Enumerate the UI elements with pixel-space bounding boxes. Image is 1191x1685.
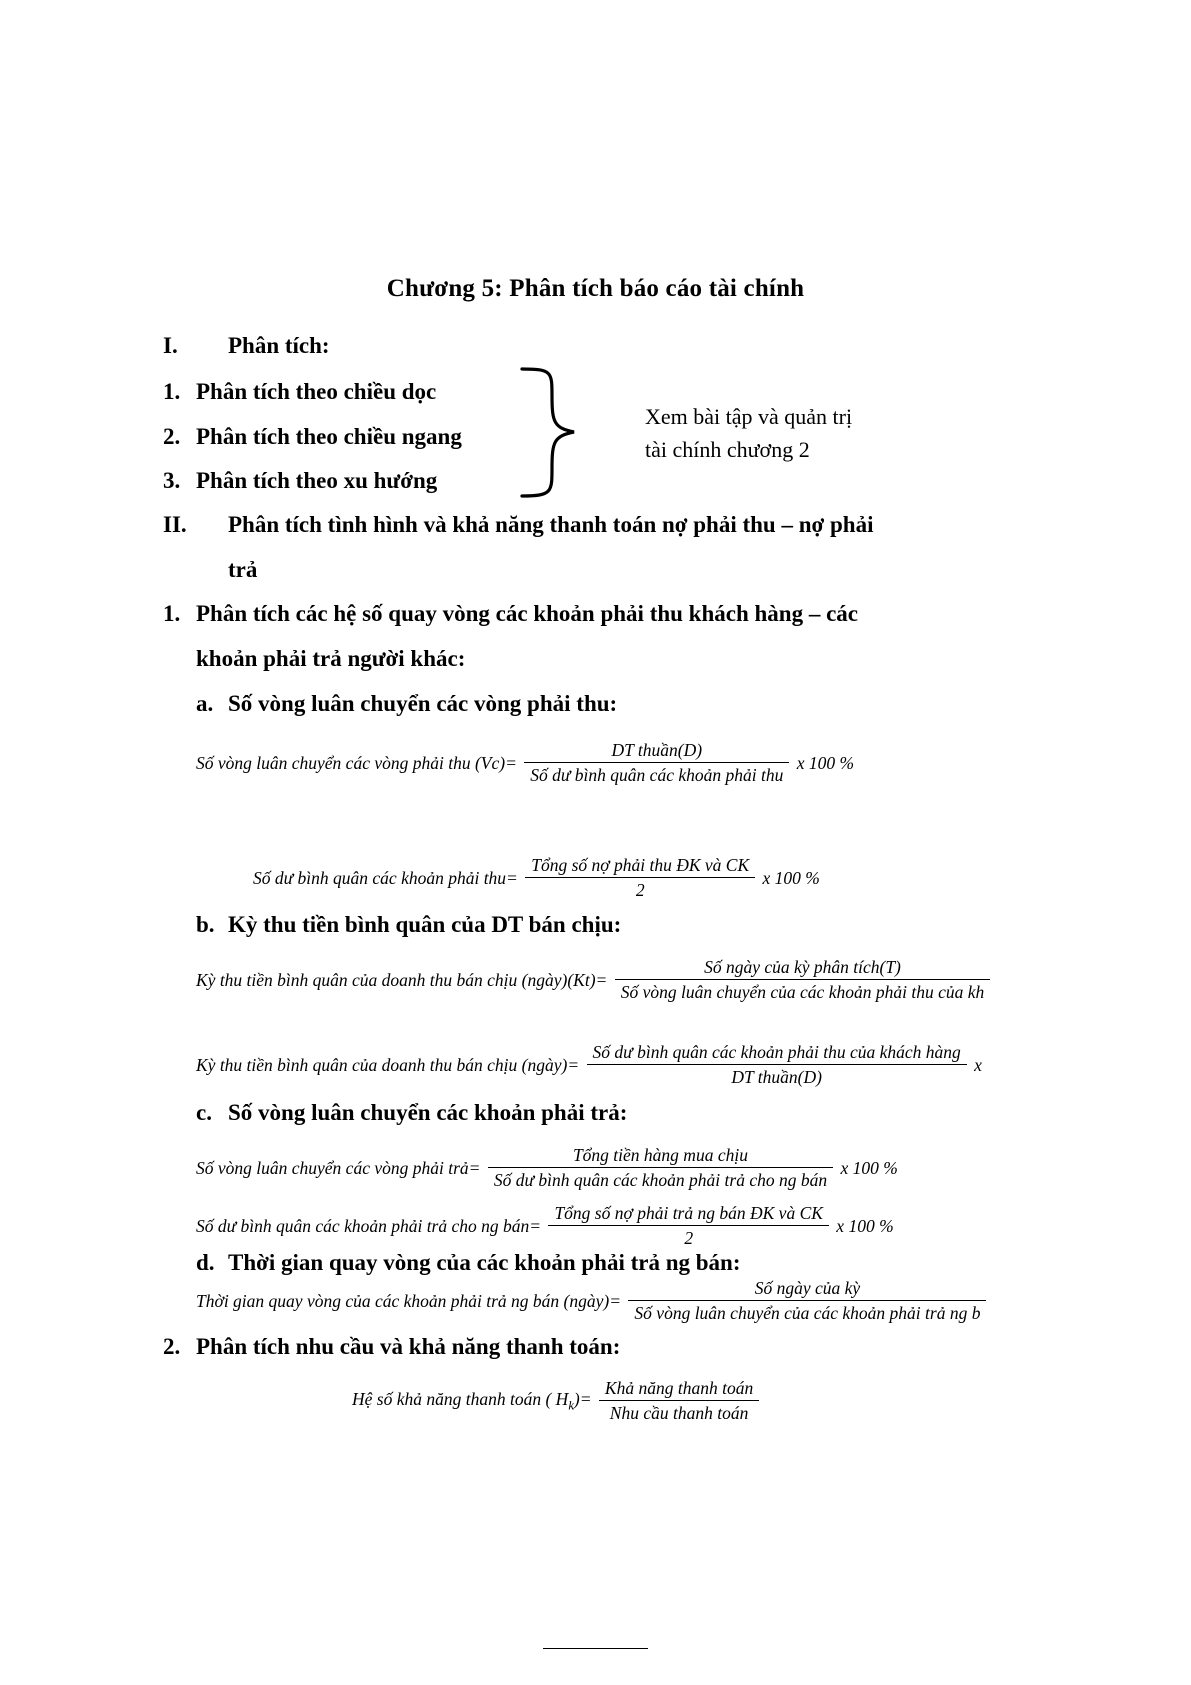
formula-4 bbox=[196, 1042, 982, 1088]
footer-divider bbox=[543, 1648, 648, 1649]
list-item-2-number: 2. bbox=[163, 424, 181, 449]
formula-6-lead: Số dư bình quân các khoản phải trả cho ng bán= bbox=[196, 1215, 542, 1236]
section-2-item-1-line-1: Phân tích các hệ số quay vòng các khoản phải thu khách hàng – các bbox=[196, 601, 859, 626]
sub-item-b-label: b. bbox=[196, 912, 215, 937]
list-item-1-text: Phân tích theo chiều dọc bbox=[196, 379, 437, 404]
section-1-label: I. bbox=[163, 333, 178, 358]
brace-note-line-2: tài chính chương 2 bbox=[645, 437, 810, 462]
formula-3 bbox=[196, 957, 998, 1003]
section-2-item-2-text: Phân tích nhu cầu và khả năng thanh toán: bbox=[196, 1334, 621, 1359]
formula-2 bbox=[253, 855, 820, 901]
formula-2-fraction bbox=[525, 855, 755, 901]
sub-item-a-label: a. bbox=[196, 691, 214, 716]
sub-item-c-title: Số vòng luân chuyển các khoản phải trả: bbox=[228, 1100, 628, 1125]
list-item-3-number: 3. bbox=[163, 468, 181, 493]
brace-note-line-1: Xem bài tập và quản trị bbox=[645, 404, 853, 429]
formula-6-fraction bbox=[548, 1203, 828, 1249]
formula-7-fraction bbox=[628, 1278, 986, 1324]
formula-4-lead: Kỳ thu tiền bình quân của doanh thu bán chịu (ngày)= bbox=[196, 1054, 580, 1075]
formula-4-tail: x bbox=[974, 1054, 982, 1075]
formula-6 bbox=[196, 1203, 894, 1249]
formula-8 bbox=[352, 1378, 762, 1424]
sub-item-a-title: Số vòng luân chuyển các vòng phải thu: bbox=[228, 691, 618, 716]
brace-note bbox=[645, 400, 852, 466]
formula-3-denominator: Số vòng luân chuyển của các khoản phải thu của kh bbox=[620, 982, 985, 1002]
formula-1 bbox=[196, 740, 854, 786]
formula-7-denominator: Số vòng luân chuyển của các khoản phải trả ng b bbox=[634, 1303, 981, 1323]
formula-8-lead-end: )= bbox=[573, 1388, 592, 1409]
formula-8-denominator: Nhu cầu thanh toán bbox=[609, 1403, 749, 1423]
formula-8-fraction bbox=[599, 1378, 759, 1424]
list-item-1-number: 1. bbox=[163, 379, 181, 404]
formula-1-denominator: Số dư bình quân các khoản phải thu bbox=[530, 765, 784, 785]
sub-item-b-title: Kỳ thu tiền bình quân của DT bán chịu: bbox=[228, 912, 622, 937]
sub-item-d-label: d. bbox=[196, 1250, 215, 1275]
section-2-item-2-number: 2. bbox=[163, 1334, 181, 1359]
formula-8-lead bbox=[352, 1389, 592, 1414]
curly-brace bbox=[512, 366, 592, 506]
sub-item-c-label: c. bbox=[196, 1100, 212, 1125]
formula-6-denominator: 2 bbox=[684, 1228, 694, 1248]
section-2-label: II. bbox=[163, 512, 187, 537]
formula-4-numerator: Số dư bình quân các khoản phải thu của khách hàng bbox=[587, 1042, 967, 1065]
sub-item-d-title: Thời gian quay vòng của các khoản phải trả ng bán: bbox=[228, 1250, 741, 1275]
formula-6-numerator: Tổng số nợ phải trả ng bán ĐK và CK bbox=[548, 1203, 828, 1226]
formula-3-numerator: Số ngày của kỳ phân tích(T) bbox=[615, 957, 991, 980]
formula-1-lead: Số vòng luân chuyển các vòng phải thu (Vc)= bbox=[196, 752, 517, 773]
formula-4-denominator: DT thuần(D) bbox=[731, 1067, 822, 1087]
formula-4-fraction bbox=[587, 1042, 967, 1088]
formula-5-lead: Số vòng luân chuyển các vòng phải trả= bbox=[196, 1157, 481, 1178]
list-item-3-text: Phân tích theo xu hướng bbox=[196, 468, 438, 493]
formula-8-subscript: k bbox=[568, 1398, 574, 1413]
formula-7 bbox=[196, 1278, 994, 1324]
section-2-title-line-2: trả bbox=[228, 557, 258, 582]
formula-3-lead: Kỳ thu tiền bình quân của doanh thu bán chịu (ngày)(Kt)= bbox=[196, 969, 608, 990]
formula-2-denominator: 2 bbox=[635, 880, 645, 900]
formula-8-lead-text: Hệ số khả năng thanh toán ( H bbox=[352, 1388, 569, 1409]
formula-1-numerator: DT thuần(D) bbox=[524, 740, 789, 763]
section-1-title: Phân tích: bbox=[228, 333, 330, 358]
section-2-item-1-number: 1. bbox=[163, 601, 181, 626]
formula-6-tail: x 100 % bbox=[836, 1215, 894, 1236]
section-2-title-line-1: Phân tích tình hình và khả năng thanh toán nợ phải thu – nợ phải bbox=[228, 512, 874, 537]
list-item-2-text: Phân tích theo chiều ngang bbox=[196, 424, 462, 449]
page-title: Chương 5: Phân tích báo cáo tài chính bbox=[386, 275, 805, 302]
formula-2-tail: x 100 % bbox=[762, 867, 820, 888]
formula-5-numerator: Tổng tiền hàng mua chịu bbox=[488, 1145, 833, 1168]
formula-3-fraction bbox=[615, 957, 991, 1003]
formula-5-denominator: Số dư bình quân các khoản phải trả cho ng bán bbox=[493, 1170, 828, 1190]
section-2-item-1-line-2: khoản phải trả người khác: bbox=[196, 646, 466, 671]
formula-2-numerator: Tổng số nợ phải thu ĐK và CK bbox=[525, 855, 755, 878]
formula-8-numerator: Khả năng thanh toán bbox=[599, 1378, 759, 1401]
formula-7-numerator: Số ngày của kỳ bbox=[628, 1278, 986, 1301]
formula-5 bbox=[196, 1145, 898, 1191]
formula-1-tail: x 100 % bbox=[796, 752, 855, 773]
formula-5-fraction bbox=[488, 1145, 833, 1191]
formula-5-tail: x 100 % bbox=[840, 1157, 898, 1178]
formula-1-fraction bbox=[524, 740, 789, 786]
formula-2-lead: Số dư bình quân các khoản phải thu= bbox=[253, 867, 518, 888]
formula-7-lead: Thời gian quay vòng của các khoản phải trả ng bán (ngày)= bbox=[196, 1290, 622, 1311]
